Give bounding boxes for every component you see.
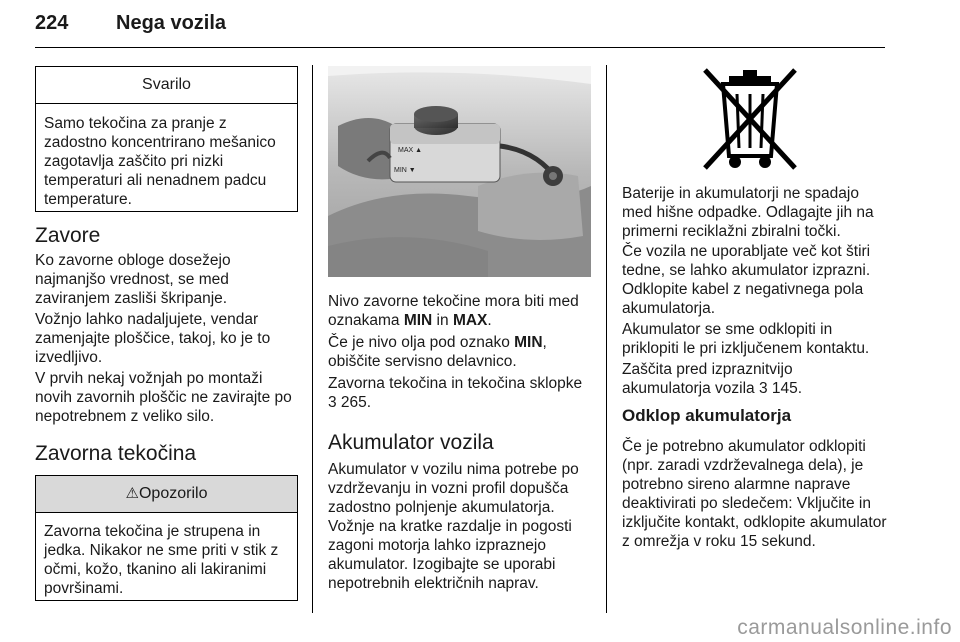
- recycling-bin-crossed-icon: [695, 64, 805, 174]
- brakes-paragraph-2: Vožnjo lahko nadaljujete, vendar zamenjajte ploščice, takoj, ko je to izvedljivo.: [35, 311, 271, 366]
- battery-paragraph: Akumulator v vozilu nima potrebe po vzdrževanju in vozni profil dopušča zadostno polnjenje akumulatorja. Vožnje na kratke razdalje in pogosti zagoni motorja lahko izpraznejo akumulator. Izogibajte se uporabi nepotrebnih električnih naprav.: [328, 461, 579, 592]
- brake-fluid-heading: Zavorna tekočina: [35, 442, 197, 465]
- below-min-text-b: , obiščite servisno delavnico.: [328, 334, 547, 370]
- discharge-paragraph: Če vozila ne uporabljate več kot štiri tedne, se lahko akumulator izprazni. Odklopite kabel z negativnega pola akumulatorja.: [622, 243, 871, 317]
- reservoir-max-label: MAX ▲: [398, 147, 423, 154]
- reservoir-min-label: MIN ▼: [394, 167, 416, 174]
- brake-fluid-reservoir-photo: [328, 66, 591, 277]
- brakes-paragraph-1: Ko zavorne obloge dosežejo najmanjšo vrednost, se med zaviranjem zasliši škripanje.: [35, 252, 231, 307]
- connect-paragraph: Akumulator se sme odklopiti in priklopiti le pri izključenem kontaktu.: [622, 321, 870, 357]
- warning-triangle-icon: ⚠: [125, 485, 139, 502]
- discharge-protection-text: Zaščita pred izpraznitvijo akumulatorja vozila: [622, 361, 793, 397]
- fluid-level-text-end: .: [487, 312, 492, 329]
- below-min-paragraph: [328, 333, 593, 371]
- page-reference-145[interactable]: 3 145.: [758, 380, 803, 397]
- battery-disconnect-heading: Odklop akumulatorja: [622, 406, 792, 425]
- caution-title: Svarilo: [36, 67, 297, 104]
- warning-header: [36, 476, 297, 513]
- brakes-paragraph-3: V prvih nekaj vožnjah po montaži novih zavornih ploščic ne zavirajte po nepotrebnem z veliko silo.: [35, 370, 292, 425]
- max-mark: MAX: [452, 312, 488, 329]
- header-rule: [35, 47, 885, 48]
- brakes-heading: Zavore: [35, 224, 101, 247]
- column-divider-left: [312, 65, 313, 613]
- battery-disconnect-paragraph: Če je potrebno akumulator odklopiti (npr. zaradi vzdrževalnega dela), je potrebno sireno alarmne naprave deaktivirati po sledečem: Vključite in izključite kontakt, odklopite akumulator z omrežja v roku 15 sekund.: [622, 438, 887, 550]
- column-divider-right: [606, 65, 607, 613]
- discharge-protection-paragraph: [622, 360, 862, 398]
- below-min-text-a: Če je nivo olja pod oznako: [328, 334, 515, 351]
- fluid-level-text-a: Nivo zavorne tekočine mora biti med oznakama: [328, 293, 579, 329]
- caution-box: [35, 66, 298, 212]
- clutch-fluid-text: Zavorna tekočina in tekočina sklopke: [328, 375, 583, 392]
- caution-text: Samo tekočina za pranje z zadostno koncentrirano mešanico zagotavlja zaščito pri nizki temperaturi ali nenadnem padcu temperature.: [44, 115, 276, 208]
- fluid-level-text-in: in: [432, 312, 453, 329]
- page-title: Nega vozila: [116, 12, 227, 34]
- min-mark-2: MIN: [514, 334, 543, 351]
- warning-box: [35, 475, 298, 601]
- reservoir-illustration: [328, 66, 591, 277]
- fluid-level-paragraph: [328, 292, 593, 330]
- watermark: carmanualsonline.info: [737, 616, 952, 639]
- page-number: 224: [35, 12, 69, 34]
- min-mark: MIN: [403, 312, 433, 329]
- warning-title: Opozorilo: [138, 485, 208, 502]
- battery-heading: Akumulator vozila: [328, 431, 494, 454]
- disposal-paragraph: Baterije in akumulatorji ne spadajo med hišne odpadke. Odlagajte jih na primerni reciklažni zbiralni točki.: [622, 185, 874, 240]
- page-reference-265[interactable]: 3 265.: [328, 394, 372, 411]
- warning-text: Zavorna tekočina je strupena in jedka. Nikakor ne sme priti v stik z očmi, kožo, tkanino ali lakiranimi površinami.: [44, 523, 279, 597]
- clutch-fluid-paragraph: [328, 374, 594, 412]
